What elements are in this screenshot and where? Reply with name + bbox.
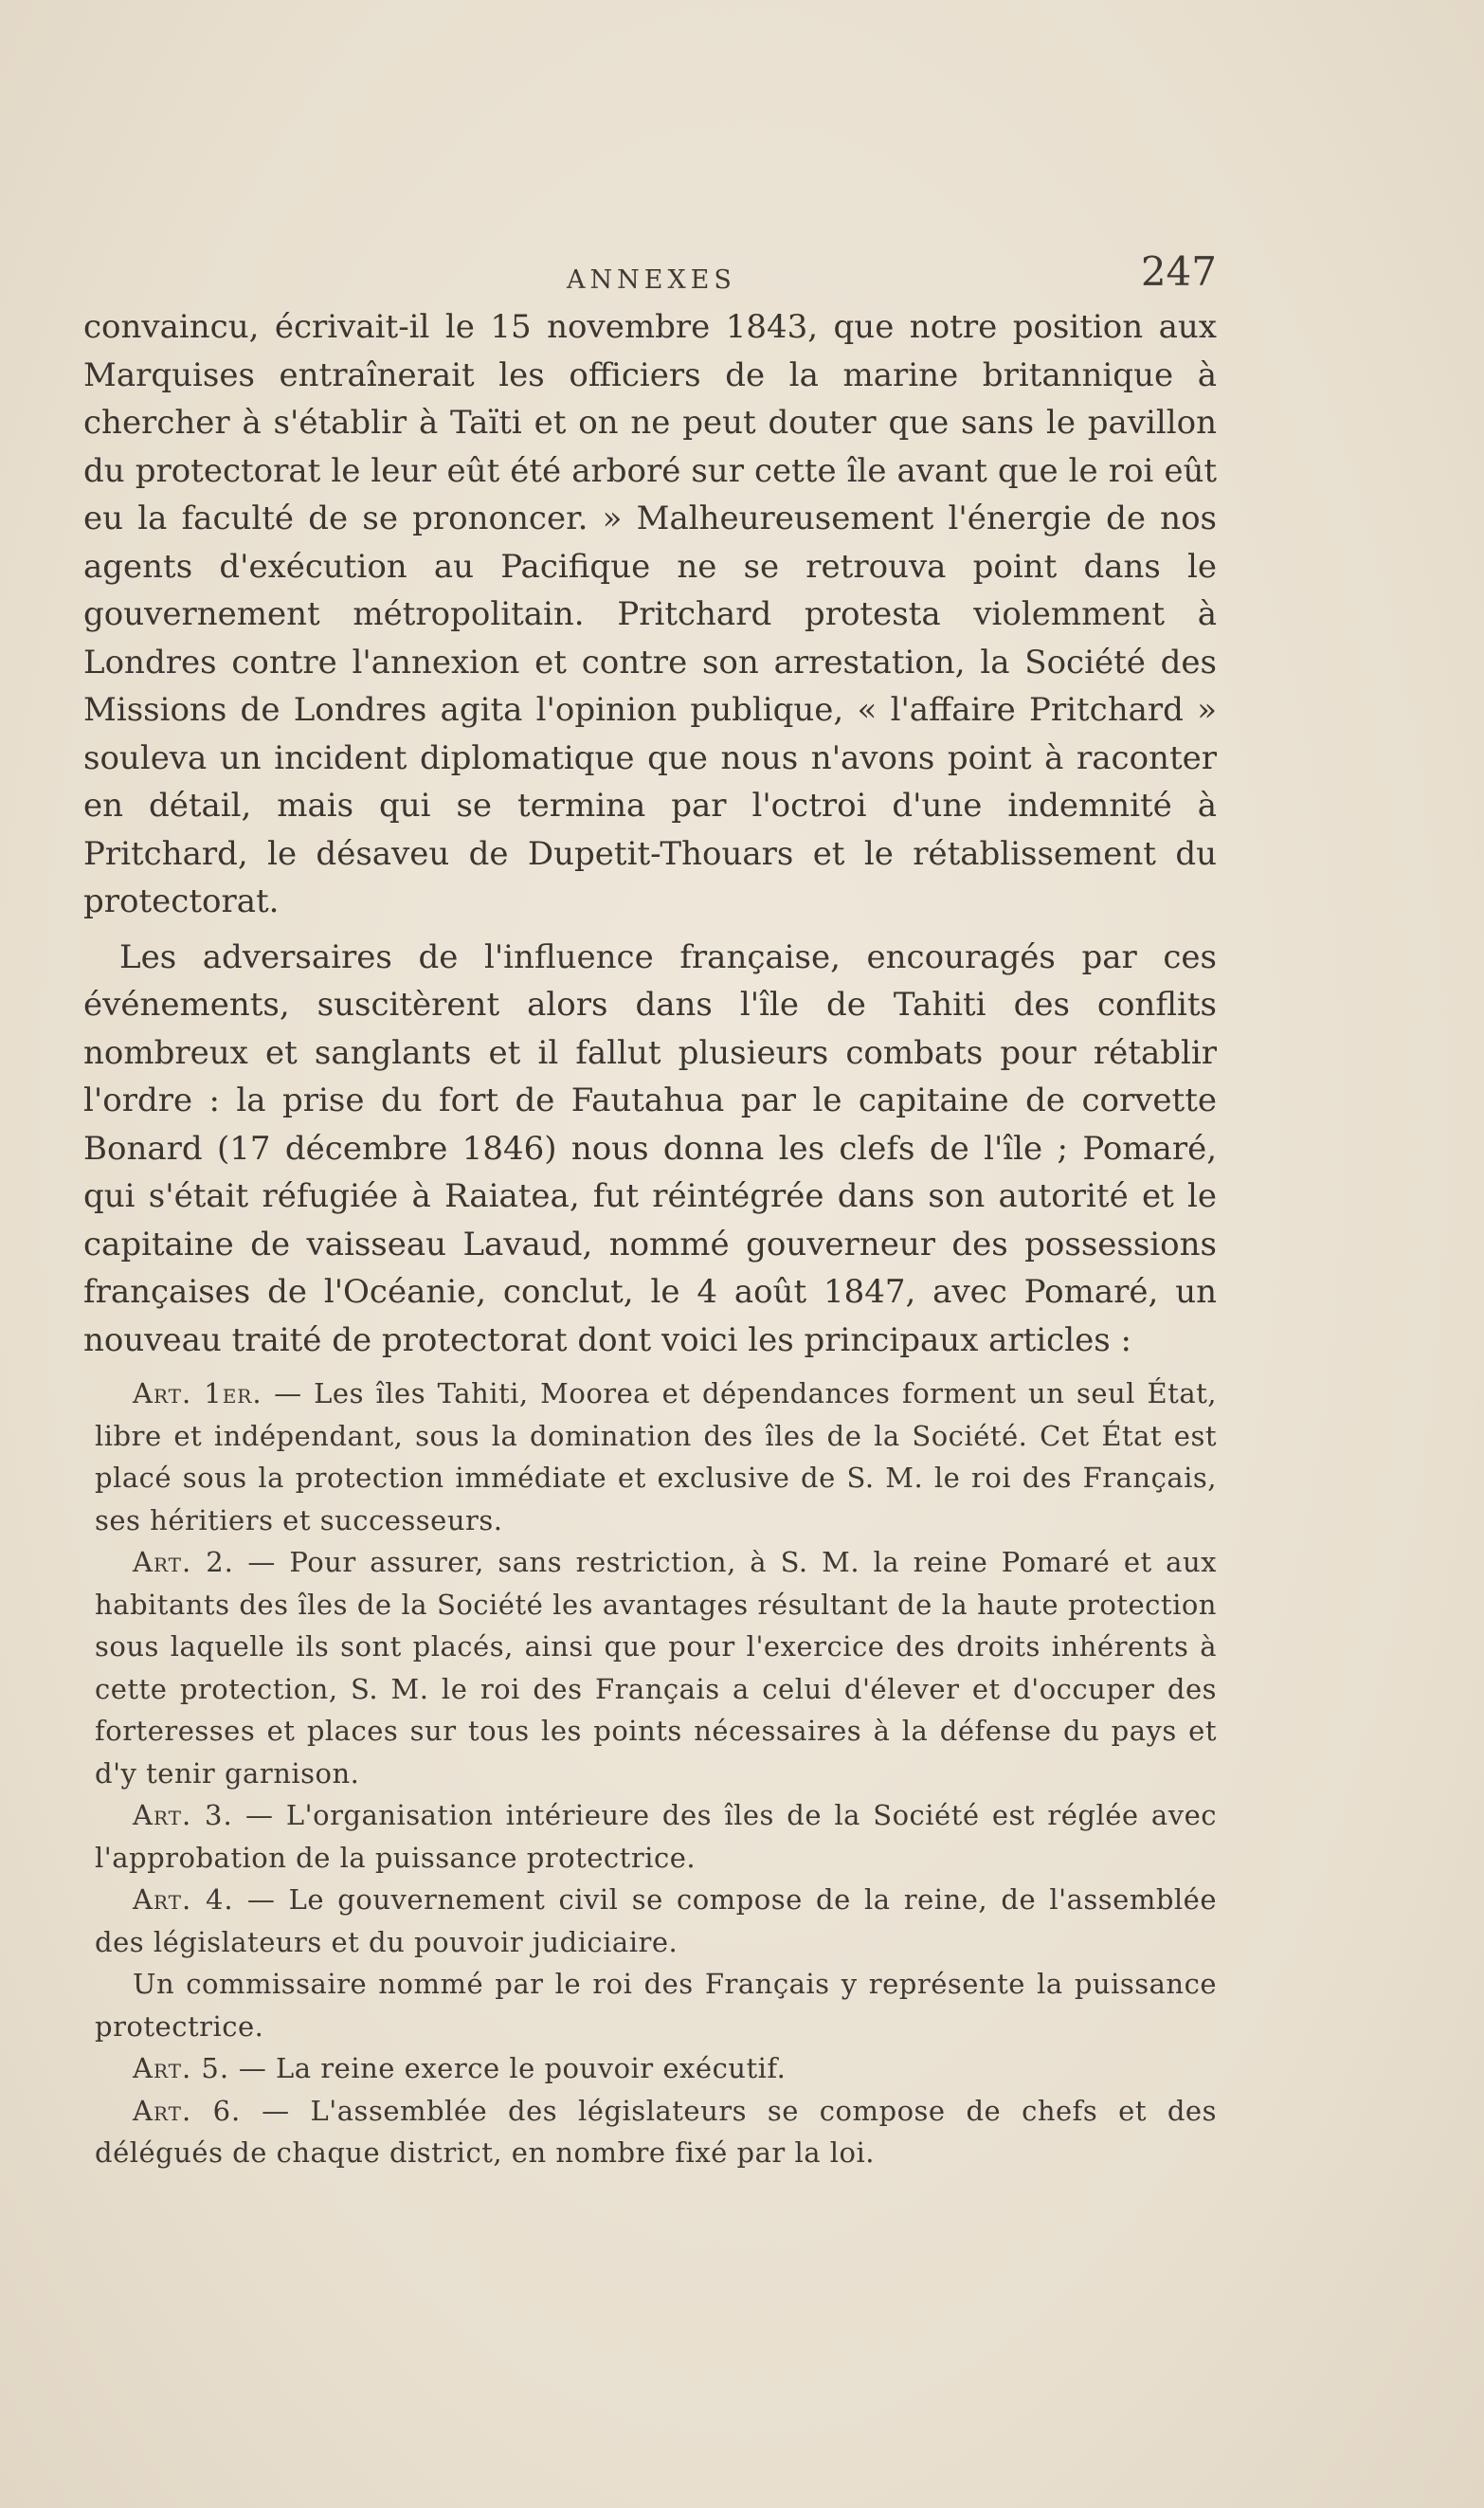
article-5 — [95, 2047, 1217, 2090]
treaty-articles — [95, 1372, 1217, 2174]
article-text: — Les îles Tahiti, Moorea et dépendances forment un seul État, libre et indépendant, sous la domination des îles de la Société. Cet État est placé sous la protection immédiate et exclusive de S. M. le roi des Français, ses héritiers et successeurs. — [95, 1377, 1217, 1536]
article-label: Art. 6. — [133, 2094, 242, 2127]
article-label: Art. 1er. — [133, 1377, 262, 1409]
article-text: — Le gouvernement civil se compose de la reine, de l'assemblée des législateurs et du pouvoir judiciaire. — [95, 1883, 1217, 1958]
article-1 — [95, 1372, 1217, 1541]
article-label: Art. 3. — [133, 1799, 233, 1831]
article-text: — Pour assurer, sans restriction, à S. M. la reine Pomaré et aux habitants des îles de la Société les avantages résultant de la haute protection sous laquelle ils sont placés, ainsi que pour l'exercice des droits inhérents à cette protection, S. M. le roi des Français a celui d'élever et d'occuper des forteresses et places sur tous les points nécessaires à la défense du pays et d'y tenir garnison. — [95, 1546, 1217, 1790]
article-2 — [95, 1541, 1217, 1794]
article-label: Art. 4. — [133, 1883, 234, 1916]
body-text — [83, 303, 1217, 1372]
paragraph: Les adversaires de l'influence française, encouragés par ces événements, suscitèrent alors dans l'île de Tahiti des conflits nombreux et sanglants et il fallut plusieurs combats pour rétablir l'ordre : la prise du fort de Fautahua par le capitaine de corvette Bonard (17 décembre 1846) nous donna les clefs de l'île ; Pomaré, qui s'était réfugiée à Raiatea, fut réintégrée dans son autorité et le capitaine de vaisseau Lavaud, nommé gouverneur des possessions françaises de l'Océanie, conclut, le 4 août 1847, avec Pomaré, un nouveau traité de protectorat dont voici les principaux articles : — [83, 937, 1217, 1359]
article-3 — [95, 1794, 1217, 1879]
article-text: — L'organisation intérieure des îles de la Société est réglée avec l'approbation de la puissance protectrice. — [95, 1799, 1217, 1874]
page-number: 247 — [1140, 248, 1217, 295]
article-text: — La reine exerce le pouvoir exécutif. — [229, 2052, 787, 2084]
paragraph: convaincu, écrivait-il le 15 novembre 1843, que notre position aux Marquises entraînerait les officiers de la marine britannique à chercher à s'établir à Taïti et on ne peut douter que sans le pavillon du protectorat le leur eût été arboré sur cette île avant que le roi eût eu la faculté de se prononcer. » Malheureusement l'énergie de nos agents d'exécution au Pacifique ne se retrouva point dans le gouvernement métropolitain. Pritchard protesta violemment à Londres contre l'annexion et contre son arrestation, la Société des Missions de Londres agita l'opinion publique, « l'affaire Pritchard » souleva un incident diplomatique que nous n'avons point à raconter en détail, mais qui se termina par l'octroi d'une indemnité à Pritchard, le désaveu de Dupetit-Thouars et le rétablissement du protectorat. — [83, 308, 1217, 920]
article-4 — [95, 1879, 1217, 1963]
article-4-continued — [95, 1963, 1217, 2047]
article-label: Art. 2. — [133, 1546, 234, 1578]
page-header — [83, 248, 1217, 305]
article-text: Un commissaire nommé par le roi des Français y représente la puissance protectrice. — [95, 1968, 1217, 2043]
article-text: — L'assemblée des législateurs se compose de chefs et des délégués de chaque district, en nombre fixé par la loi. — [95, 2094, 1217, 2169]
running-head: ANNEXES — [567, 265, 736, 295]
article-label: Art. 5. — [133, 2052, 230, 2084]
article-6 — [95, 2090, 1217, 2174]
